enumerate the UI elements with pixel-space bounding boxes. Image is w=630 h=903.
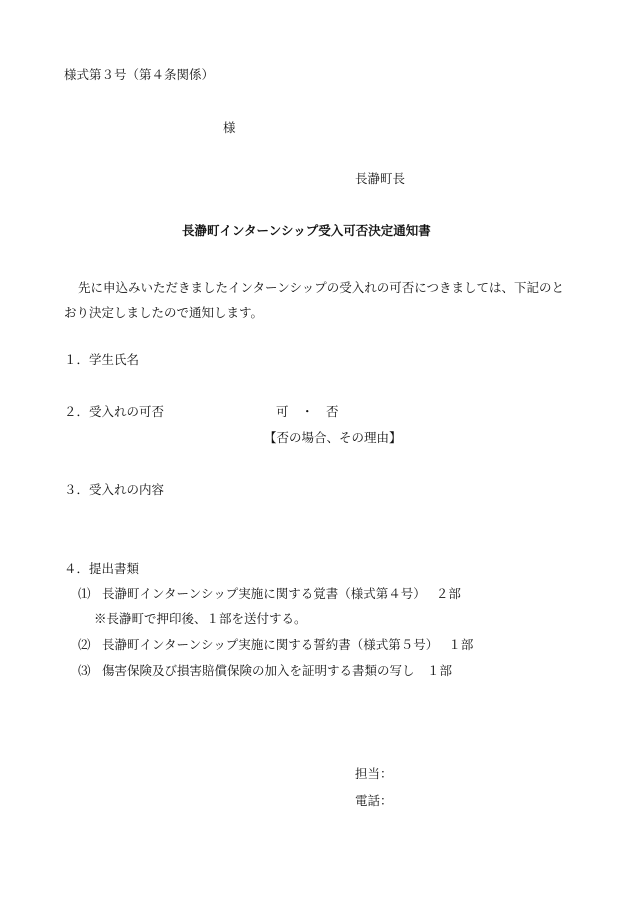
item-content: ３．受入れの内容 (64, 482, 165, 497)
document-title: 長瀞町インターンシップ受入可否決定通知書 (182, 223, 431, 238)
rejection-reason-note: 【否の場合、その理由】 (264, 430, 402, 445)
document-entry-1-num: ⑴ (78, 586, 91, 601)
sender-name: 長瀞町長 (355, 171, 406, 186)
document-entry-2-num: ⑵ (78, 637, 91, 652)
document-entry-3-num: ⑶ (78, 663, 91, 678)
acceptance-choices: 可 ・ 否 (276, 404, 339, 419)
document-entry-note: ※長瀞町で押印後、１部を送付する。 (94, 611, 307, 626)
contact-person-label: 担当： (355, 766, 393, 781)
document-entry-2-text: 長瀞町インターンシップ実施に関する誓約書（様式第５号） １部 (102, 637, 474, 652)
document-entry-1-text: 長瀞町インターンシップ実施に関する覚書（様式第４号） ２部 (102, 586, 461, 601)
document-entry-3-text: 傷害保険及び損害賠償保険の加入を証明する書類の写し １部 (102, 663, 453, 678)
item-acceptance-label: ２．受入れの可否 (64, 404, 165, 419)
form-number: 様式第３号（第４条関係） (64, 67, 215, 82)
contact-phone-label: 電話： (355, 793, 393, 808)
item-student-name: １．学生氏名 (64, 352, 140, 367)
item-documents-label: ４．提出書類 (64, 561, 140, 576)
intro-paragraph: 先に申込みいただきましたインターンシップの受入れの可否につきましては、下記のとおり決定しましたので通知します。 (64, 280, 564, 320)
addressee-suffix: 様 (223, 120, 236, 135)
